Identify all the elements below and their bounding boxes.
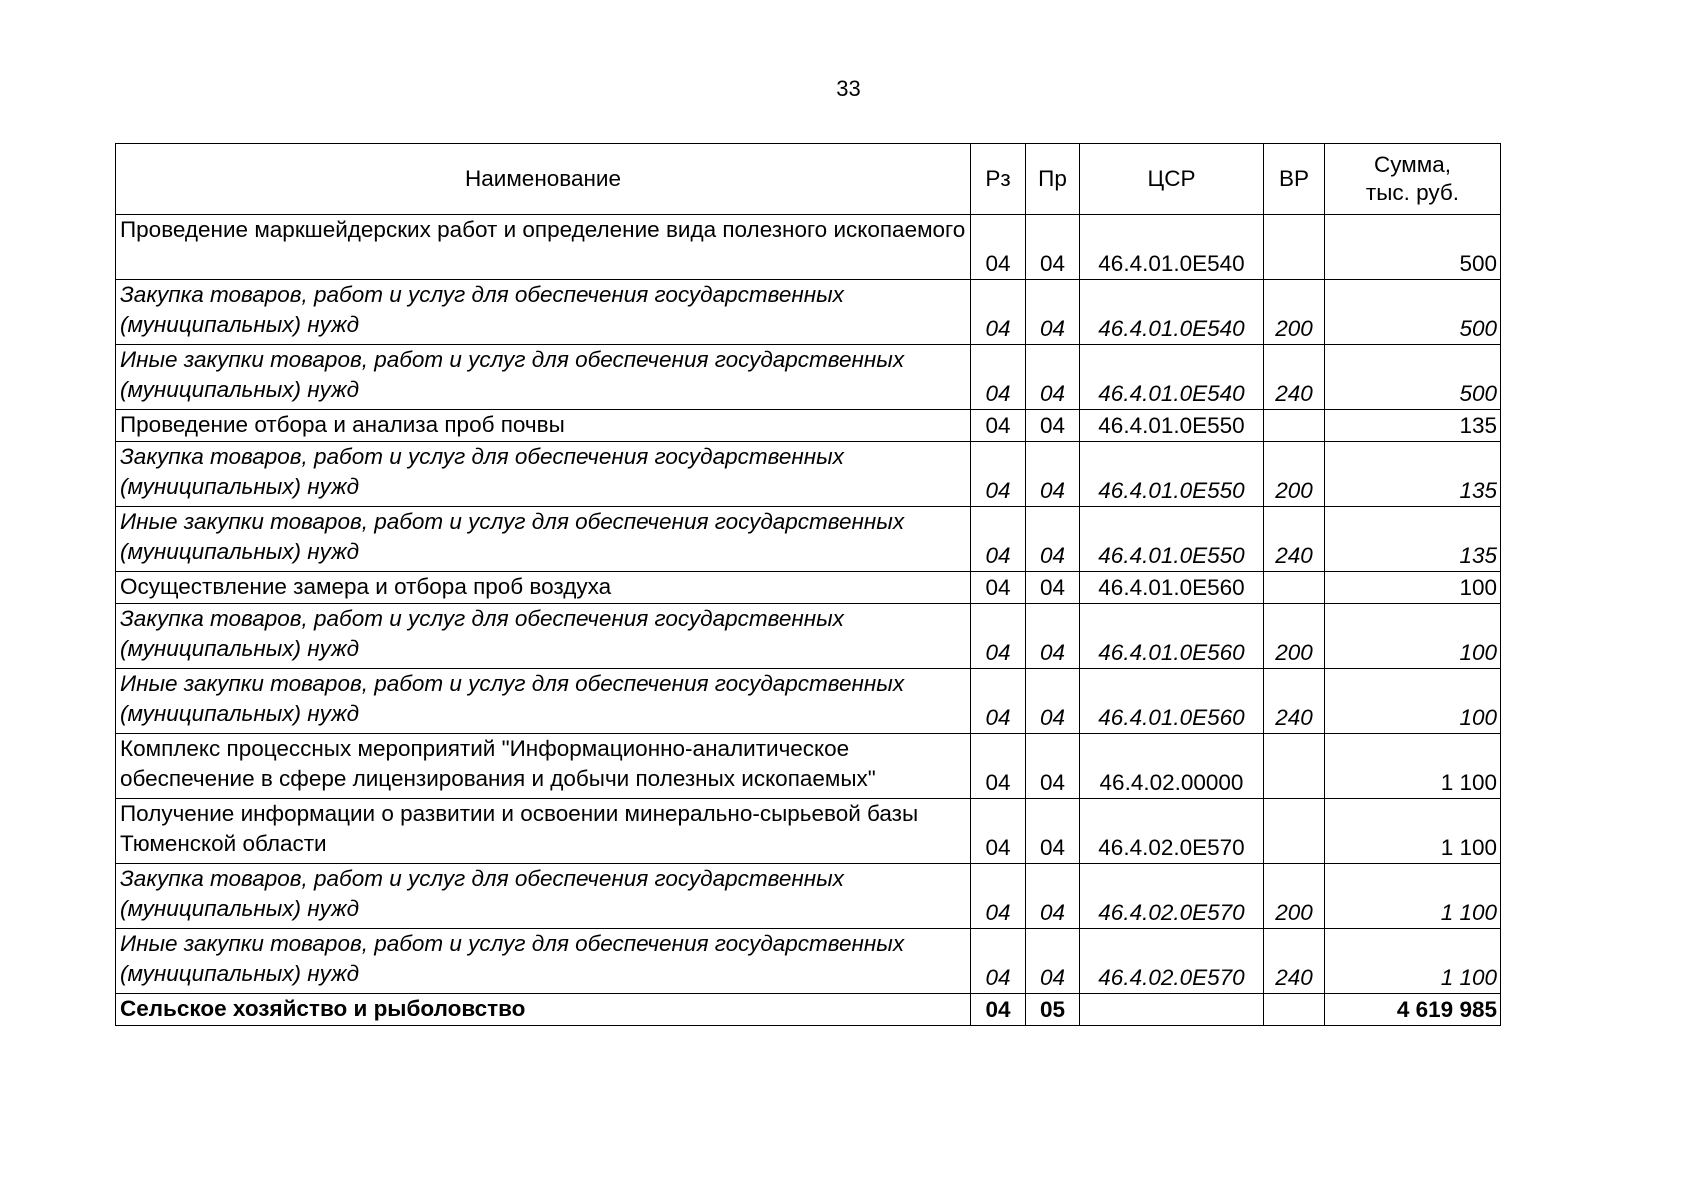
table-row [116, 669, 1501, 734]
row-pr: 04 [1026, 442, 1080, 507]
header-pr: Пр [1026, 144, 1080, 215]
header-sum [1325, 144, 1501, 215]
row-rz: 04 [971, 345, 1026, 410]
row-rz: 04 [971, 734, 1026, 799]
row-pr: 04 [1026, 572, 1080, 604]
page-number: 33 [836, 76, 861, 101]
row-rz: 04 [971, 994, 1026, 1026]
row-csr: 46.4.01.0Е560 [1080, 572, 1264, 604]
row-sum: 135 [1325, 507, 1501, 572]
row-name: Иные закупки товаров, работ и услуг для обеспечения государственных (муниципальных) нужд [116, 929, 971, 994]
row-pr: 04 [1026, 734, 1080, 799]
row-pr: 04 [1026, 507, 1080, 572]
row-pr: 04 [1026, 280, 1080, 345]
row-name: Проведение маркшейдерских работ и определение вида полезного ископаемого [116, 215, 971, 280]
row-sum: 1 100 [1325, 734, 1501, 799]
header-sum-line2: тыс. руб. [1365, 180, 1460, 205]
row-pr: 04 [1026, 215, 1080, 280]
table-row [116, 734, 1501, 799]
row-rz: 04 [971, 280, 1026, 345]
row-rz: 04 [971, 604, 1026, 669]
header-sum-line1: Сумма, [1374, 152, 1451, 177]
row-rz: 04 [971, 410, 1026, 442]
row-sum: 1 100 [1325, 864, 1501, 929]
row-sum: 100 [1325, 669, 1501, 734]
row-sum: 4 619 985 [1325, 994, 1501, 1026]
row-name: Получение информации о развитии и освоении минерально-сырьевой базы Тюменской области [116, 799, 971, 864]
row-csr: 46.4.02.0Е570 [1080, 799, 1264, 864]
table-row [116, 572, 1501, 604]
row-csr: 46.4.01.0Е540 [1080, 215, 1264, 280]
row-vr [1264, 215, 1325, 280]
row-csr: 46.4.01.0Е550 [1080, 442, 1264, 507]
row-csr [1080, 994, 1264, 1026]
row-sum: 100 [1325, 604, 1501, 669]
row-name: Комплекс процессных мероприятий "Информационно-аналитическое обеспечение в сфере лицензирования и добычи полезных ископаемых" [116, 734, 971, 799]
row-sum: 1 100 [1325, 799, 1501, 864]
header-vr: ВР [1264, 144, 1325, 215]
row-rz: 04 [971, 799, 1026, 864]
row-csr: 46.4.02.0Е570 [1080, 929, 1264, 994]
row-vr [1264, 799, 1325, 864]
row-pr: 04 [1026, 345, 1080, 410]
table-body [116, 215, 1501, 1026]
row-pr: 04 [1026, 929, 1080, 994]
row-name: Проведение отбора и анализа проб почвы [116, 410, 971, 442]
row-vr: 240 [1264, 929, 1325, 994]
header-csr: ЦСР [1080, 144, 1264, 215]
row-rz: 04 [971, 507, 1026, 572]
table-row [116, 799, 1501, 864]
row-pr: 04 [1026, 669, 1080, 734]
row-name: Иные закупки товаров, работ и услуг для обеспечения государственных (муниципальных) нужд [116, 507, 971, 572]
row-rz: 04 [971, 442, 1026, 507]
row-name: Закупка товаров, работ и услуг для обеспечения государственных (муниципальных) нужд [116, 864, 971, 929]
row-pr: 05 [1026, 994, 1080, 1026]
row-sum: 1 100 [1325, 929, 1501, 994]
table-row [116, 507, 1501, 572]
row-rz: 04 [971, 929, 1026, 994]
row-pr: 04 [1026, 799, 1080, 864]
row-sum: 100 [1325, 572, 1501, 604]
row-name: Осуществление замера и отбора проб воздуха [116, 572, 971, 604]
row-vr: 240 [1264, 345, 1325, 410]
table-row [116, 604, 1501, 669]
row-name: Закупка товаров, работ и услуг для обеспечения государственных (муниципальных) нужд [116, 604, 971, 669]
row-vr: 200 [1264, 864, 1325, 929]
budget-table [115, 143, 1501, 1026]
row-vr: 200 [1264, 280, 1325, 345]
row-sum: 500 [1325, 215, 1501, 280]
row-vr: 240 [1264, 669, 1325, 734]
row-vr [1264, 572, 1325, 604]
row-name: Иные закупки товаров, работ и услуг для обеспечения государственных (муниципальных) нужд [116, 669, 971, 734]
row-csr: 46.4.01.0Е560 [1080, 604, 1264, 669]
row-csr: 46.4.02.00000 [1080, 734, 1264, 799]
row-name: Закупка товаров, работ и услуг для обеспечения государственных (муниципальных) нужд [116, 442, 971, 507]
row-name: Иные закупки товаров, работ и услуг для обеспечения государственных (муниципальных) нужд [116, 345, 971, 410]
table-row [116, 215, 1501, 280]
row-csr: 46.4.01.0Е550 [1080, 507, 1264, 572]
row-pr: 04 [1026, 410, 1080, 442]
table-row [116, 994, 1501, 1026]
row-rz: 04 [971, 572, 1026, 604]
table-row [116, 864, 1501, 929]
row-csr: 46.4.01.0Е540 [1080, 345, 1264, 410]
row-csr: 46.4.01.0Е550 [1080, 410, 1264, 442]
row-name: Сельское хозяйство и рыболовство [116, 994, 971, 1026]
row-pr: 04 [1026, 864, 1080, 929]
row-vr [1264, 994, 1325, 1026]
row-csr: 46.4.02.0Е570 [1080, 864, 1264, 929]
table-row [116, 345, 1501, 410]
table-header-row [116, 144, 1501, 215]
row-rz: 04 [971, 215, 1026, 280]
row-sum: 500 [1325, 280, 1501, 345]
row-vr [1264, 410, 1325, 442]
header-name: Наименование [116, 144, 971, 215]
table-row [116, 442, 1501, 507]
row-pr: 04 [1026, 604, 1080, 669]
row-vr: 240 [1264, 507, 1325, 572]
row-rz: 04 [971, 669, 1026, 734]
row-csr: 46.4.01.0Е540 [1080, 280, 1264, 345]
row-sum: 500 [1325, 345, 1501, 410]
table-row [116, 410, 1501, 442]
row-rz: 04 [971, 864, 1026, 929]
row-name: Закупка товаров, работ и услуг для обеспечения государственных (муниципальных) нужд [116, 280, 971, 345]
header-rz: Рз [971, 144, 1026, 215]
row-csr: 46.4.01.0Е560 [1080, 669, 1264, 734]
table-row [116, 929, 1501, 994]
row-sum: 135 [1325, 410, 1501, 442]
table-row [116, 280, 1501, 345]
row-vr: 200 [1264, 604, 1325, 669]
row-vr: 200 [1264, 442, 1325, 507]
row-sum: 135 [1325, 442, 1501, 507]
row-vr [1264, 734, 1325, 799]
